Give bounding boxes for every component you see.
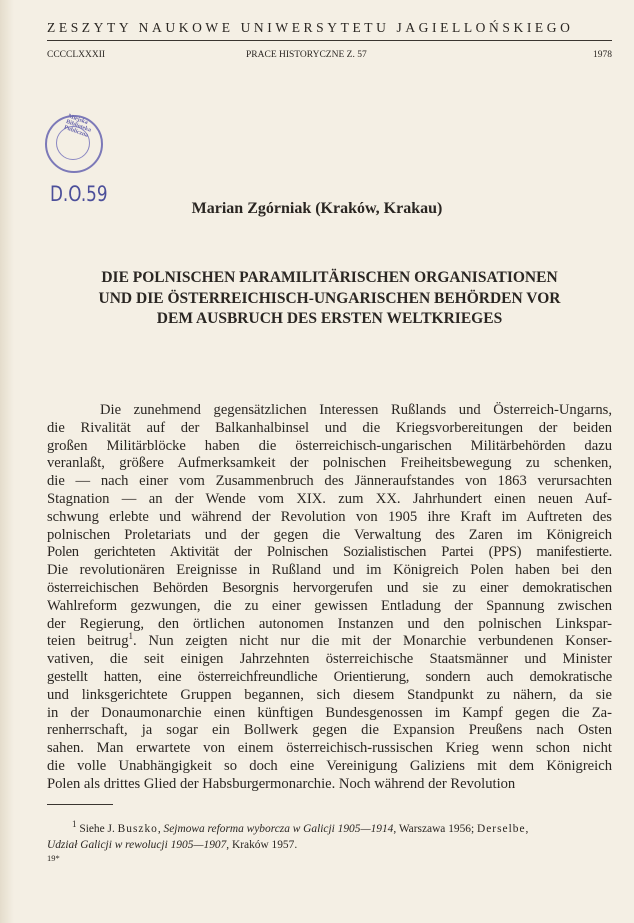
text-line: veranlaßt, größere Aufmerksamkeit der polnischen Freiheitsbewegung zu schenken, <box>47 455 612 472</box>
subseries: PRACE HISTORYCZNE Z. 57 <box>246 50 367 60</box>
signature-mark: 19* <box>47 853 60 863</box>
text-line: Wahlreform gezwungen, die zu einer gewissen Entladung der Spannung zwischen <box>47 597 612 614</box>
handwritten-shelfmark: D.O.59 <box>50 182 108 206</box>
footnote-text: Siehe J. <box>79 823 118 835</box>
library-stamp <box>45 115 103 173</box>
footnote-author: Buszko <box>117 823 158 835</box>
footnote-mark: 1 <box>72 819 77 830</box>
text-line: sahen. Man erwartete von einem österreichisch-russischen Krieg wenn schon nicht <box>47 740 612 757</box>
body-text <box>47 402 612 794</box>
text-line: in der Donaumonarchie einen künftigen Bundesgenossen im Kampf gegen die Za- <box>47 704 612 721</box>
text-fragment: teien beitrug <box>47 633 129 650</box>
text-line: renherrschaft, ja sogar ein Bollwerk gegen die Expansion Preußens nach Osten <box>47 722 612 739</box>
footnote-line <box>47 837 612 853</box>
text-line: die — nach einer vom Zusammenbruch des Jänneraufstandes von 1863 verursachten <box>47 473 612 490</box>
footnote-text: , Kraków 1957. <box>226 839 298 851</box>
footnote-text: , <box>525 823 529 835</box>
footnote-author: Derselbe <box>477 823 526 835</box>
text-line <box>47 633 612 651</box>
footnote-text: , <box>157 823 164 835</box>
text-line: der Regierung, den örtlichen autonomen Instanzen und den polnischen Linkspar- <box>47 615 612 632</box>
text-line: die Rivalität auf der Balkanhalbinsel und die Kriegsvorbereitungen der beiden <box>47 419 612 436</box>
page-edge-shadow <box>0 0 14 923</box>
footnote-work-title: Sejmowa reforma wyborcza w Galicji 1905—1914 <box>163 823 394 835</box>
title-line: DEM AUSBRUCH DES ERSTEN WELTKRIEGES <box>156 310 503 327</box>
footnote <box>47 821 612 853</box>
text-line: vativen, die seit einigen Jahrzehnten österreichische Staatsmänner und Minister <box>47 651 612 668</box>
text-line: österreichischen Behörden Besorgnis hervorgerufen und sie zu einer demokratischen <box>47 579 612 596</box>
title-line: UND DIE ÖSTERREICHISCH-UNGARISCHEN BEHÖRDEN VOR <box>98 289 561 307</box>
text-line: Polen gerichteten Aktivität der Polnischen Sozialistischen Partei (PPS) manifestierte. <box>47 544 612 561</box>
footnote-line <box>47 821 612 837</box>
year: 1978 <box>593 50 612 60</box>
journal-series-title: ZESZYTY NAUKOWE UNIWERSYTETU JAGIELLOŃSKIEGO <box>47 20 574 35</box>
text-line: großen Militärblöcke haben die österreichisch-ungarischen Militärbehörden dazu <box>47 437 612 454</box>
footnote-work-title: Udział Galicji w rewolucji 1905—1907 <box>47 839 227 851</box>
header-rule <box>47 40 612 41</box>
footnote-text: , Warszawa 1956; <box>393 823 478 835</box>
volume-number: CCCCLXXXII <box>47 50 106 60</box>
text-line: und linksgerichtete Gruppen begannen, sich diesem Standpunkt zu nähern, da sie <box>47 686 612 703</box>
footnote-reference[interactable]: 1 <box>128 631 134 642</box>
text-line: Stagnation — an der Wende vom XIX. zum XX. Jahrhundert einen neuen Auf- <box>47 490 612 507</box>
stamp-text: Miejska Biblioteka Publiczna <box>63 113 92 139</box>
text-line: polnischen Proletariats und der gegen die Verwaltung des Zaren im Königreich <box>47 526 612 543</box>
text-line: Die zunehmend gegensätzlichen Interessen Rußlands und Österreich-Ungarns, <box>100 402 612 418</box>
text-fragment: . Nun zeigten nicht nur die mit der Monarchie verbundenen Konser- <box>133 633 612 650</box>
author-line: Marian Zgórniak (Kraków, Krakau) <box>191 200 443 217</box>
text-line: die volle Unabhängigkeit so doch eine Vereinigung Galiziens mit dem Königreich <box>47 757 612 774</box>
article-title <box>47 268 612 330</box>
text-line: gestellt hatten, eine österreichfreundliche Orientierung, sondern auch demokratische <box>47 668 612 685</box>
title-line: DIE POLNISCHEN PARAMILITÄRISCHEN ORGANISATIONEN <box>101 269 558 286</box>
footnote-rule <box>47 804 113 805</box>
text-line: schwung erlebte und während der Revolution von 1905 ihre Kraft im Auftreten des <box>47 508 612 525</box>
text-line: Die revolutionären Ereignisse in Rußland und im Königreich Polen haben bei den <box>47 562 612 579</box>
text-line: Polen als drittes Glied der Habsburgermonarchie. Noch während der Revolution <box>47 775 516 792</box>
